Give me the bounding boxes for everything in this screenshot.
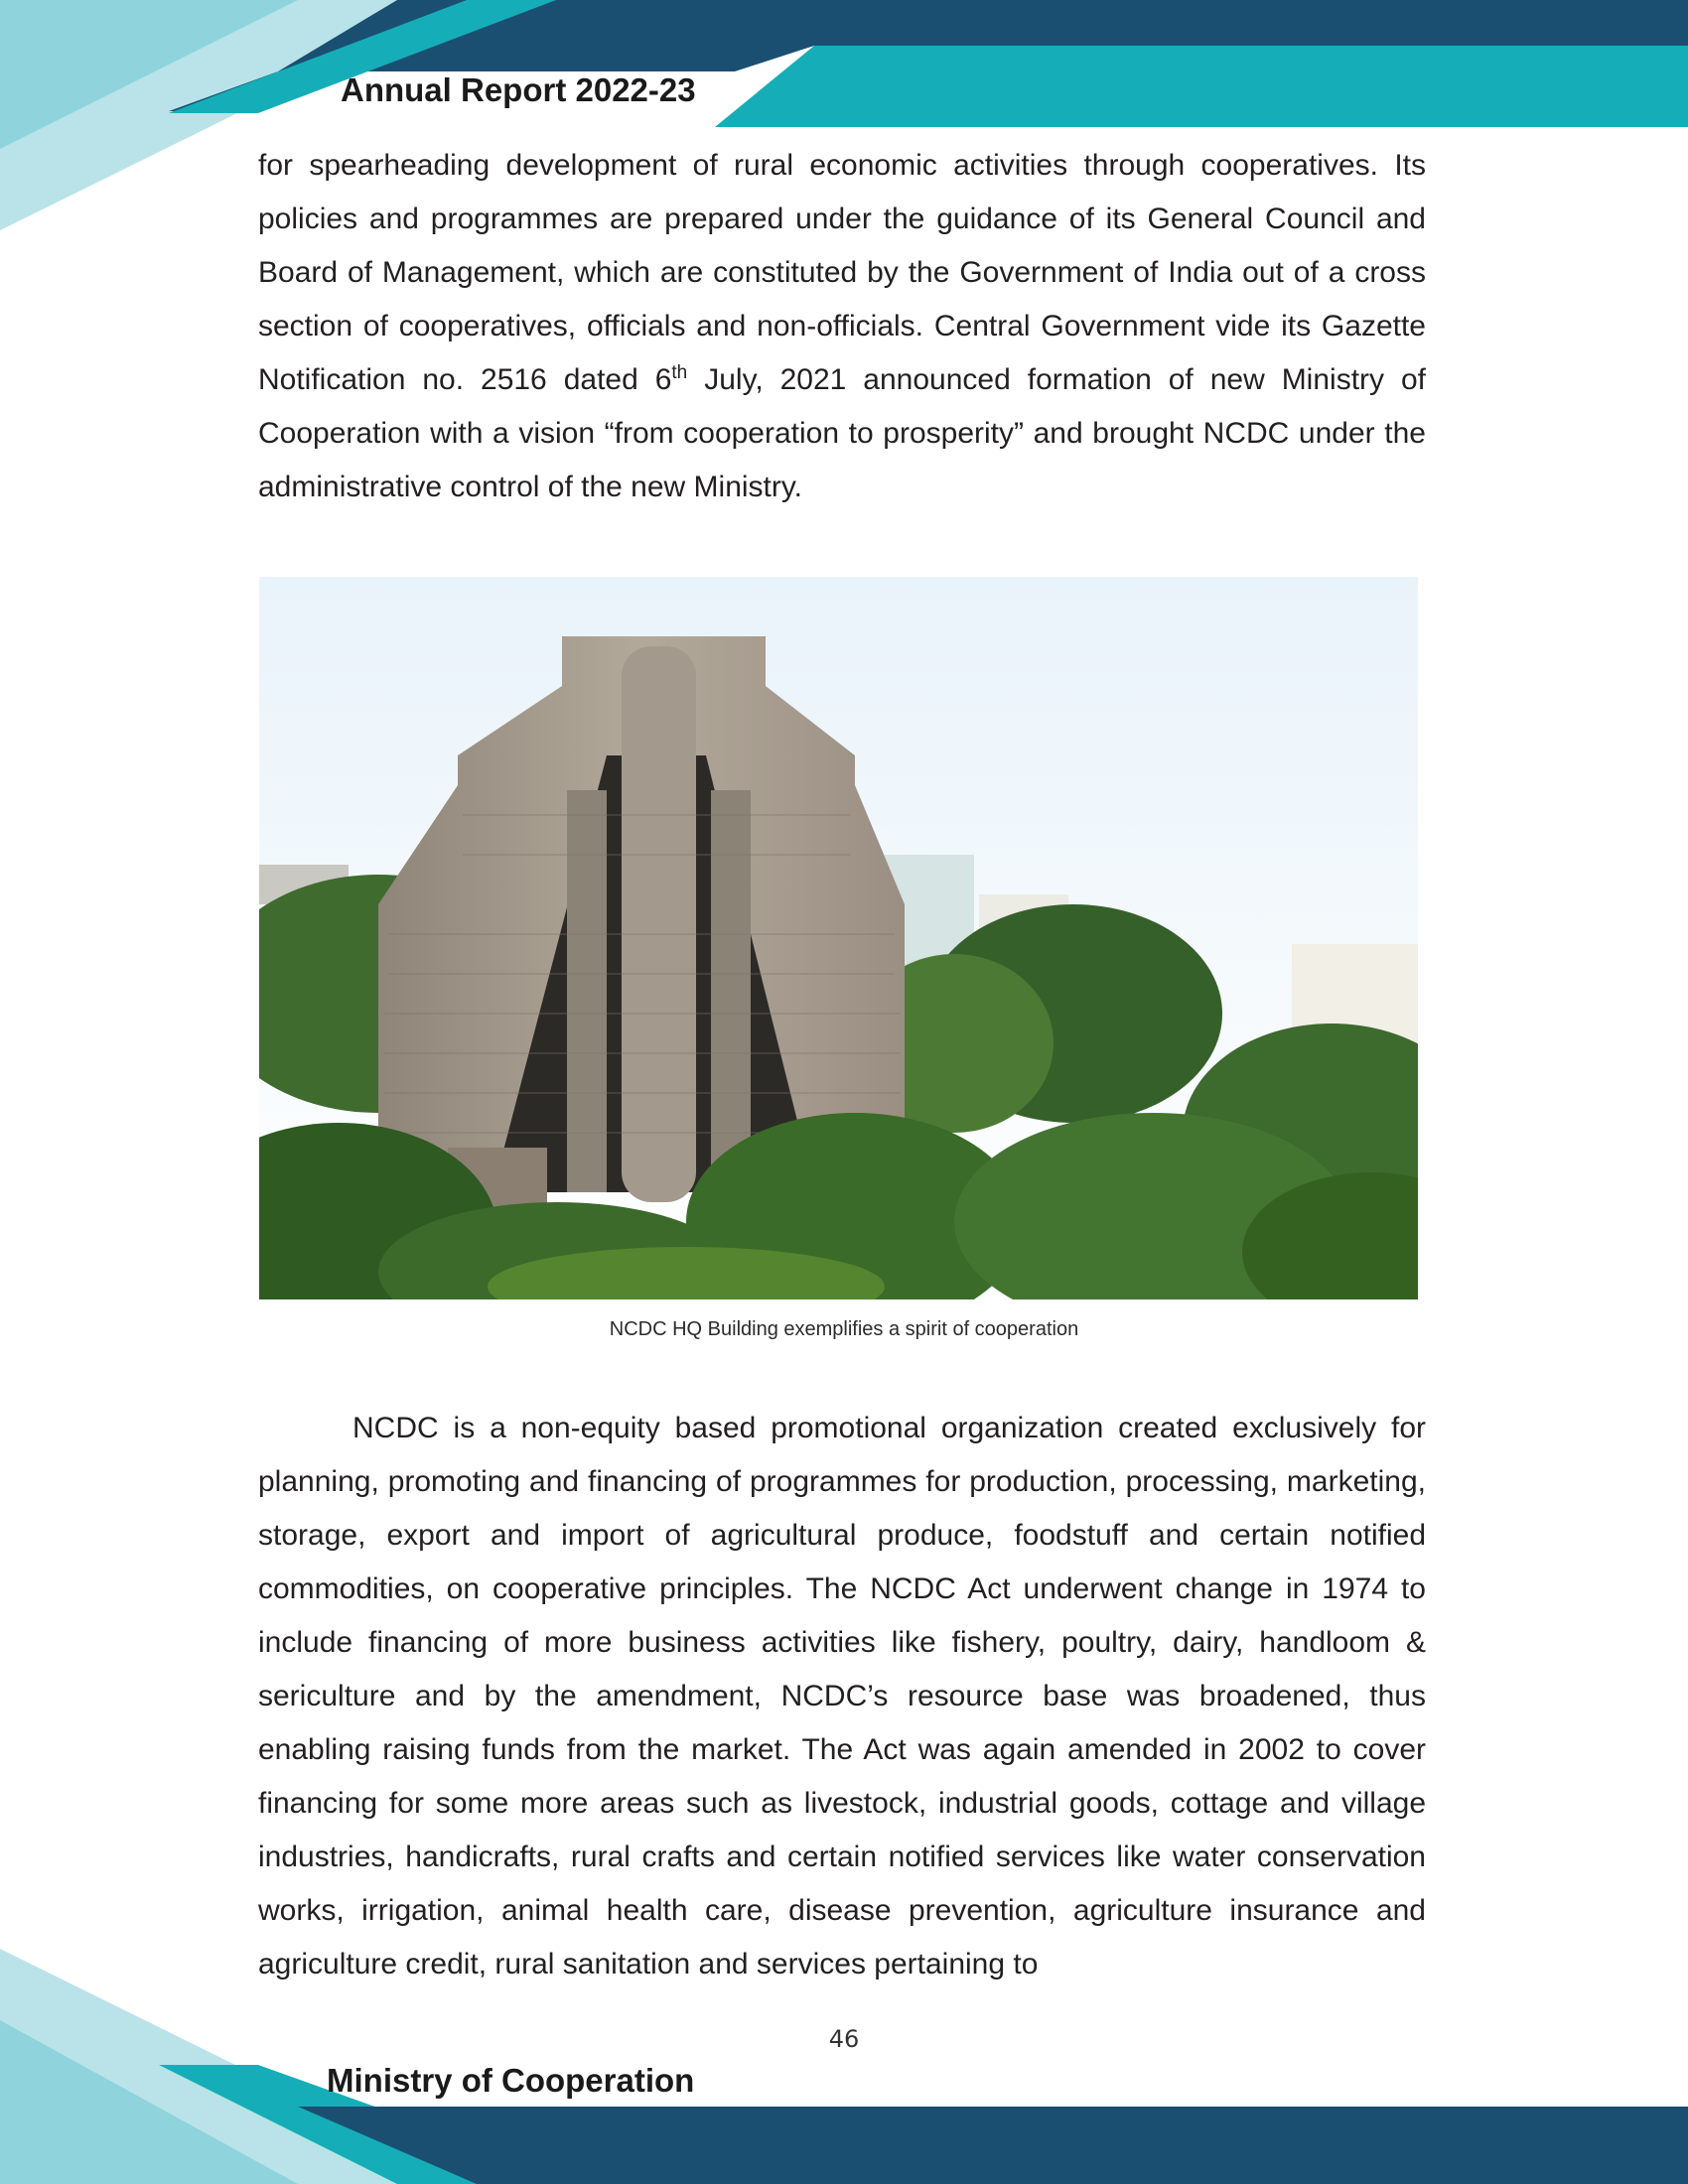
building-illustration xyxy=(259,577,1418,1299)
paragraph-intro-text: for spearheading development of rural economic activities through cooperatives. Its policies and programmes are prepared under the guidance of its General Council and Board of Management, which are constituted by the Government of India out of a cross section of cooperatives, officials and non-officials. Central Government vide its Gazette Notification no. 2516 dated 6 xyxy=(258,149,1426,396)
page-number: 46 xyxy=(828,2025,860,2053)
paragraph-intro xyxy=(258,139,1426,514)
ncdc-hq-building-photo xyxy=(259,577,1418,1299)
ordinal-superscript: th xyxy=(671,362,688,383)
figure-caption: NCDC HQ Building exemplifies a spirit of cooperation xyxy=(609,1318,1079,1340)
paragraph-intro-text-cont: July, 2021 announced formation of new Ministry of Cooperation with a vision “from cooperation to prosperity” and brought NCDC under the administrative control of the new Ministry. xyxy=(258,363,1426,503)
paragraph-ncdc-description: NCDC is a non-equity based promotional organization created exclusively for planning, promoting and financing of programmes for production, processing, marketing, storage, export and import of agricultural produce, foodstuff and certain notified commodities, on cooperative principles. The NCDC Act underwent change in 1974 to include financing of more business activities like fishery, poultry, dairy, handloom & sericulture and by the amendment, NCDC’s resource base was broadened, thus enabling raising funds from the market. The Act was again amended in 2002 to cover financing for some more areas such as livestock, industrial goods, cottage and village industries, handicrafts, rural crafts and certain notified services like water conservation works, irrigation, animal health care, disease prevention, agriculture insurance and agriculture credit, rural sanitation and services pertaining to xyxy=(258,1412,1426,1980)
report-header-title: Annual Report 2022-23 xyxy=(341,71,696,108)
footer-ministry-title: Ministry of Cooperation xyxy=(327,2062,695,2099)
